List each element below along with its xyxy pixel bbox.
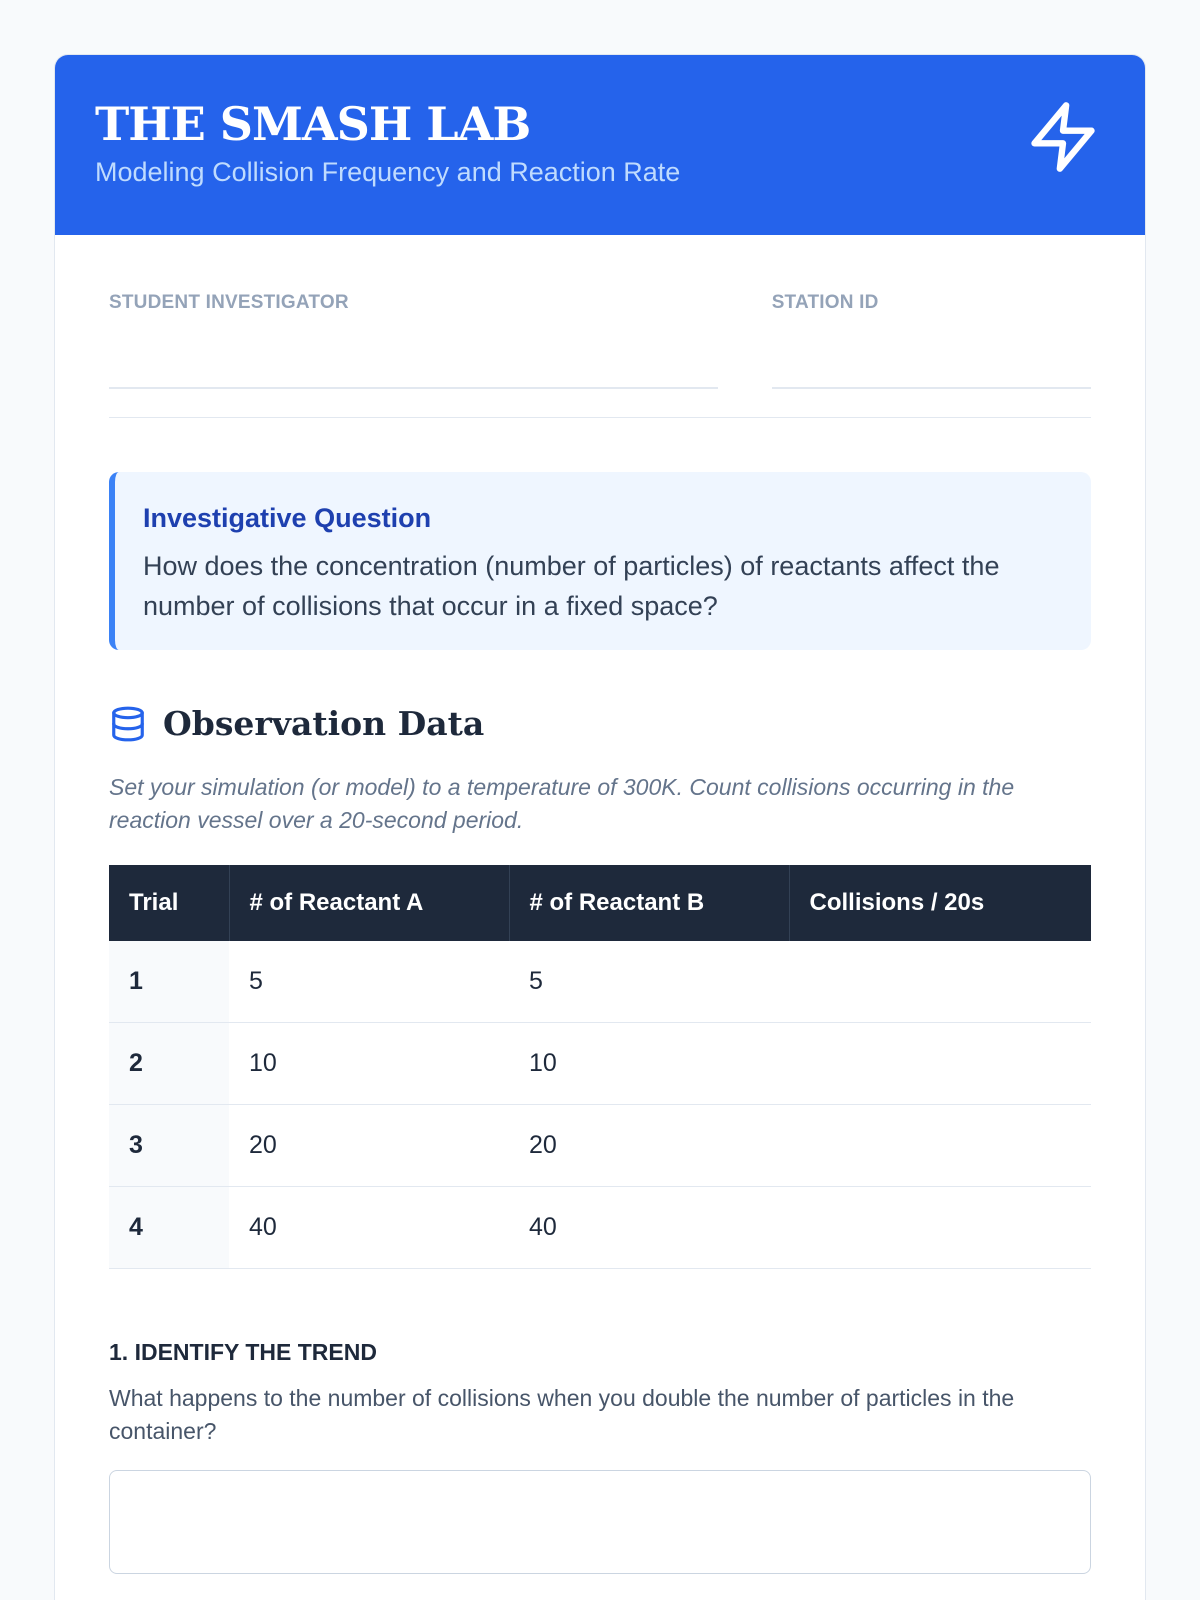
column-header-trial: Trial: [109, 865, 229, 941]
trial-number-cell: 3: [109, 1105, 229, 1187]
column-header-reactant-b: # of Reactant B: [509, 865, 789, 941]
reactant-b-cell: 20: [509, 1105, 789, 1187]
section-title: Observation Data: [163, 704, 485, 743]
reactant-a-cell: 20: [229, 1105, 509, 1187]
header-banner: [55, 55, 1145, 235]
trial-number-cell: 2: [109, 1023, 229, 1105]
student-field-group: [109, 291, 718, 389]
question-text: How does the concentration (number of particles) of reactants affect the number of collisions that occur in a fixed space?: [143, 551, 1000, 621]
reactant-b-cell: 40: [509, 1187, 789, 1269]
question-title: Investigative Question: [143, 503, 432, 533]
question-1-answer-input[interactable]: [109, 1470, 1091, 1574]
table-row: [109, 941, 1091, 1023]
database-icon: [109, 705, 147, 743]
trial-number-cell: 4: [109, 1187, 229, 1269]
station-field-group: [772, 291, 1091, 389]
table-row: [109, 1105, 1091, 1187]
table-header-row: [109, 865, 1091, 941]
reactant-b-cell: 5: [509, 941, 789, 1023]
worksheet-content: [55, 291, 1145, 1579]
lightning-bolt-icon: [1025, 99, 1101, 175]
student-name-input[interactable]: [109, 341, 718, 389]
collisions-cell[interactable]: [789, 1187, 1091, 1269]
station-id-input[interactable]: [772, 341, 1091, 389]
question-1-heading: 1. IDENTIFY THE TREND: [109, 1339, 377, 1365]
reactant-b-cell: 10: [509, 1023, 789, 1105]
observation-heading: [109, 704, 1091, 743]
column-header-reactant-a: # of Reactant A: [229, 865, 509, 941]
meta-row: [109, 291, 1091, 418]
page-title: THE SMASH LAB: [95, 97, 531, 151]
reactant-a-cell: 5: [229, 941, 509, 1023]
reactant-a-cell: 40: [229, 1187, 509, 1269]
student-label: STUDENT INVESTIGATOR: [109, 292, 349, 313]
collisions-cell[interactable]: [789, 1105, 1091, 1187]
worksheet-card: [54, 54, 1146, 1600]
trial-number-cell: 1: [109, 941, 229, 1023]
table-row: [109, 1187, 1091, 1269]
observation-instructions: Set your simulation (or model) to a temperature of 300K. Count collisions occurring in the reaction vessel over a 20-second period.: [109, 774, 1015, 833]
observation-table: [109, 865, 1091, 1269]
question-1-prompt: What happens to the number of collisions when you double the number of particles in the container?: [109, 1385, 1015, 1444]
column-header-collisions: Collisions / 20s: [789, 865, 1091, 941]
collisions-cell[interactable]: [789, 941, 1091, 1023]
page-subtitle: Modeling Collision Frequency and Reaction Rate: [95, 157, 681, 187]
investigative-question-box: [109, 472, 1091, 650]
collisions-cell[interactable]: [789, 1023, 1091, 1105]
reactant-a-cell: 10: [229, 1023, 509, 1105]
station-label: STATION ID: [771, 292, 879, 313]
table-row: [109, 1023, 1091, 1105]
